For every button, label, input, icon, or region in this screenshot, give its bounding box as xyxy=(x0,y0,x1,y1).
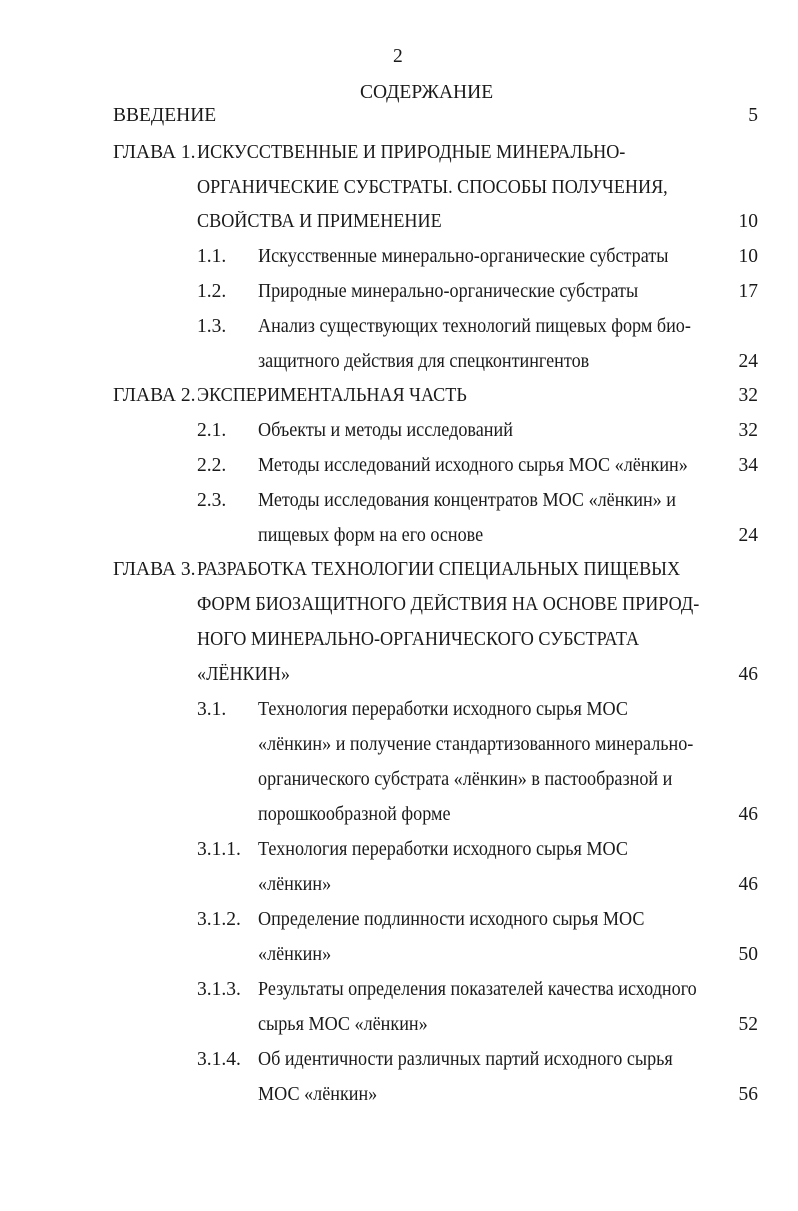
section-title-line: Определение подлинности исходного сырья МОС xyxy=(258,909,645,930)
section-number: 1.3. xyxy=(197,316,227,337)
section-title-line: Объекты и методы исследований xyxy=(258,420,513,441)
section-title-line: Анализ существующих технологий пищевых форм био- xyxy=(258,316,691,337)
section-number: 3.1.2. xyxy=(197,909,241,930)
section-page: 17 xyxy=(738,281,758,302)
section-title-line: пищевых форм на его основе xyxy=(258,525,484,546)
chapter-page: 46 xyxy=(738,664,758,685)
section-title-line: «лёнкин» xyxy=(258,874,332,895)
section-title-line: МОС «лёнкин» xyxy=(258,1084,378,1105)
section-page: 24 xyxy=(738,351,758,372)
chapter-title-line: РАЗРАБОТКА ТЕХНОЛОГИИ СПЕЦИАЛЬНЫХ ПИЩЕВЫХ xyxy=(197,559,681,580)
section-title-line: «лёнкин» xyxy=(258,944,332,965)
section-number: 3.1. xyxy=(197,699,227,720)
section-title-line: Об идентичности различных партий исходного сырья xyxy=(258,1049,673,1070)
toc-intro-text: ВВЕДЕНИЕ xyxy=(113,105,217,126)
section-number: 2.2. xyxy=(197,455,227,476)
section-page: 24 xyxy=(738,525,758,546)
section-title-line: Искусственные минерально-органические субстраты xyxy=(258,246,669,267)
section-number: 3.1.3. xyxy=(197,979,241,1000)
chapter-label: ГЛАВА 2. xyxy=(113,385,196,406)
chapter-title-line: ЭКСПЕРИМЕНТАЛЬНАЯ ЧАСТЬ xyxy=(197,385,467,406)
chapter-page: 32 xyxy=(738,385,758,406)
section-page: 10 xyxy=(738,246,758,267)
section-number: 3.1.1. xyxy=(197,839,241,860)
section-page: 46 xyxy=(738,874,758,895)
section-title-line: «лёнкин» и получение стандартизованного минерально- xyxy=(258,734,694,755)
section-number: 2.1. xyxy=(197,420,227,441)
page-title: СОДЕРЖАНИЕ xyxy=(360,82,494,103)
section-page: 46 xyxy=(738,804,758,825)
section-number: 3.1.4. xyxy=(197,1049,241,1070)
section-title-line: Технология переработки исходного сырья МОС xyxy=(258,699,628,720)
chapter-title-line: ОРГАНИЧЕСКИЕ СУБСТРАТЫ. СПОСОБЫ ПОЛУЧЕНИЯ, xyxy=(197,177,668,198)
section-title-line: Методы исследования концентратов МОС «лёнкин» и xyxy=(258,490,676,511)
chapter-title-line: СВОЙСТВА И ПРИМЕНЕНИЕ xyxy=(197,211,442,232)
chapter-label: ГЛАВА 3. xyxy=(113,559,196,580)
section-page: 52 xyxy=(738,1014,758,1035)
section-number: 1.1. xyxy=(197,246,227,267)
section-title-line: защитного действия для спецконтингентов xyxy=(258,351,590,372)
section-page: 56 xyxy=(738,1084,758,1105)
section-page: 32 xyxy=(738,420,758,441)
section-title-line: органического субстрата «лёнкин» в пастообразной и xyxy=(258,769,673,790)
section-number: 1.2. xyxy=(197,281,227,302)
section-title-line: сырья МОС «лёнкин» xyxy=(258,1014,428,1035)
toc-intro-page: 5 xyxy=(748,105,758,126)
chapter-page: 10 xyxy=(738,211,758,232)
section-title-line: Методы исследований исходного сырья МОС «лёнкин» xyxy=(258,455,688,476)
section-title-line: Результаты определения показателей качества исходного xyxy=(258,979,697,1000)
chapter-title-line: ИСКУССТВЕННЫЕ И ПРИРОДНЫЕ МИНЕРАЛЬНО- xyxy=(197,142,626,163)
chapter-title-line: ФОРМ БИОЗАЩИТНОГО ДЕЙСТВИЯ НА ОСНОВЕ ПРИРОД- xyxy=(197,594,700,615)
chapter-title-line: НОГО МИНЕРАЛЬНО-ОРГАНИЧЕСКОГО СУБСТРАТА xyxy=(197,629,640,650)
section-page: 50 xyxy=(738,944,758,965)
section-title-line: порошкообразной форме xyxy=(258,804,451,825)
section-number: 2.3. xyxy=(197,490,227,511)
chapter-title-line: «ЛЁНКИН» xyxy=(197,664,290,685)
section-page: 34 xyxy=(738,455,758,476)
chapter-label: ГЛАВА 1. xyxy=(113,142,196,163)
page-number: 2 xyxy=(393,46,403,67)
section-title-line: Технология переработки исходного сырья МОС xyxy=(258,839,628,860)
section-title-line: Природные минерально-органические субстраты xyxy=(258,281,639,302)
